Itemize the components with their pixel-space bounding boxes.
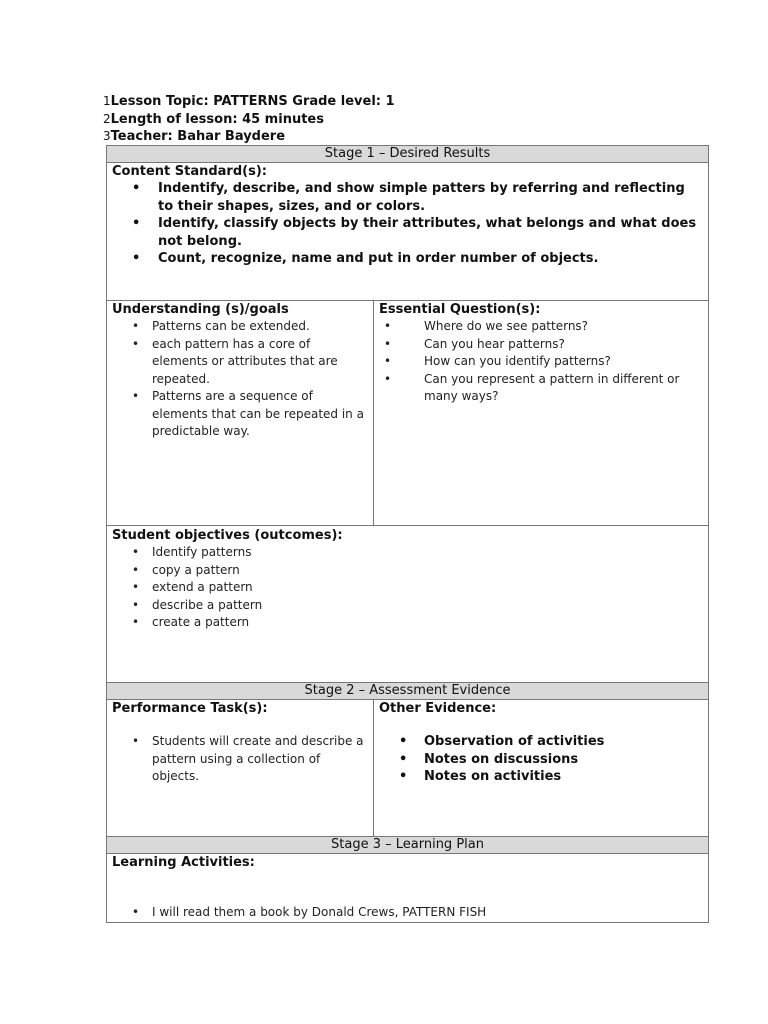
list-item: • Where do we see patterns? (379, 318, 703, 336)
assessment-row (107, 700, 709, 837)
performance-task-title: Performance Task(s): (112, 701, 268, 716)
list-item: • Can you hear patterns? (379, 336, 703, 354)
list-item: • Can you represent a pattern in different or many ways? (379, 371, 703, 406)
objectives-title: Student objectives (outcomes): (112, 528, 343, 543)
other-evidence-cell (374, 700, 709, 837)
list-item: • Identify patterns (112, 544, 703, 562)
header-line-teacher (103, 128, 395, 146)
lesson-topic: Lesson Topic: PATTERNS Grade level: 1 (110, 94, 395, 109)
stage3-title: Stage 3 – Learning Plan (107, 837, 709, 854)
line-number: 3 (103, 129, 111, 143)
list-item: • copy a pattern (112, 562, 703, 580)
learning-activities-cell (107, 854, 709, 923)
content-standard-cell (107, 163, 709, 301)
content-standard-list (112, 180, 703, 268)
line-number: 1 (103, 94, 111, 108)
performance-task-cell (107, 700, 374, 837)
essential-question-cell (374, 301, 709, 526)
stage2-title: Stage 2 – Assessment Evidence (107, 683, 709, 700)
list-item: • Patterns are a sequence of elements that can be repeated in a predictable way. (112, 388, 368, 441)
other-evidence-list (379, 733, 703, 786)
learning-activities-title: Learning Activities: (112, 855, 255, 870)
learning-activities-list (112, 904, 703, 922)
stage1-row (107, 146, 709, 163)
lesson-length: Length of lesson: 45 minutes (110, 111, 324, 127)
list-item: • extend a pattern (112, 579, 703, 597)
list-item: • Notes on discussions (379, 751, 703, 769)
stage1-title: Stage 1 – Desired Results (107, 146, 709, 163)
objectives-row (107, 526, 709, 683)
other-evidence-title: Other Evidence: (379, 701, 497, 716)
list-item: • Students will create and describe a pattern using a collection of objects. (112, 733, 368, 786)
teacher-name: Teacher: Bahar Baydere (110, 129, 286, 144)
list-item: • Identify, classify objects by their attributes, what belongs and what does not belong. (112, 215, 703, 250)
stage2-row (107, 683, 709, 700)
list-item: • Notes on activities (379, 768, 703, 786)
header-line-topic (103, 93, 395, 111)
lesson-plan-table (106, 145, 709, 923)
objectives-list (112, 544, 703, 632)
content-standard-title: Content Standard(s): (112, 164, 267, 179)
performance-task-list (112, 733, 368, 786)
list-item: • Indentify, describe, and show simple patters by referring and reflecting to their shapes, sizes, and or colors. (112, 180, 703, 215)
learning-activities-row (107, 854, 709, 923)
list-item: • describe a pattern (112, 597, 703, 615)
content-standard-row (107, 163, 709, 301)
list-item: • create a pattern (112, 614, 703, 632)
lesson-header (103, 93, 395, 146)
header-line-length (103, 111, 395, 129)
essential-question-title: Essential Question(s): (379, 302, 541, 317)
line-number: 2 (103, 111, 111, 126)
understanding-row (107, 301, 709, 526)
essential-question-list (379, 318, 703, 406)
understanding-title: Understanding (s)/goals (112, 302, 289, 317)
understanding-cell (107, 301, 374, 526)
stage3-row (107, 837, 709, 854)
objectives-cell (107, 526, 709, 683)
list-item: • Count, recognize, name and put in order number of objects. (112, 250, 703, 268)
list-item: • Observation of activities (379, 733, 703, 751)
list-item: • I will read them a book by Donald Crews, PATTERN FISH (112, 904, 703, 922)
list-item: • How can you identify patterns? (379, 353, 703, 371)
list-item: • Patterns can be extended. (112, 318, 368, 336)
list-item: • each pattern has a core of elements or attributes that are repeated. (112, 336, 368, 389)
understanding-list (112, 318, 368, 441)
